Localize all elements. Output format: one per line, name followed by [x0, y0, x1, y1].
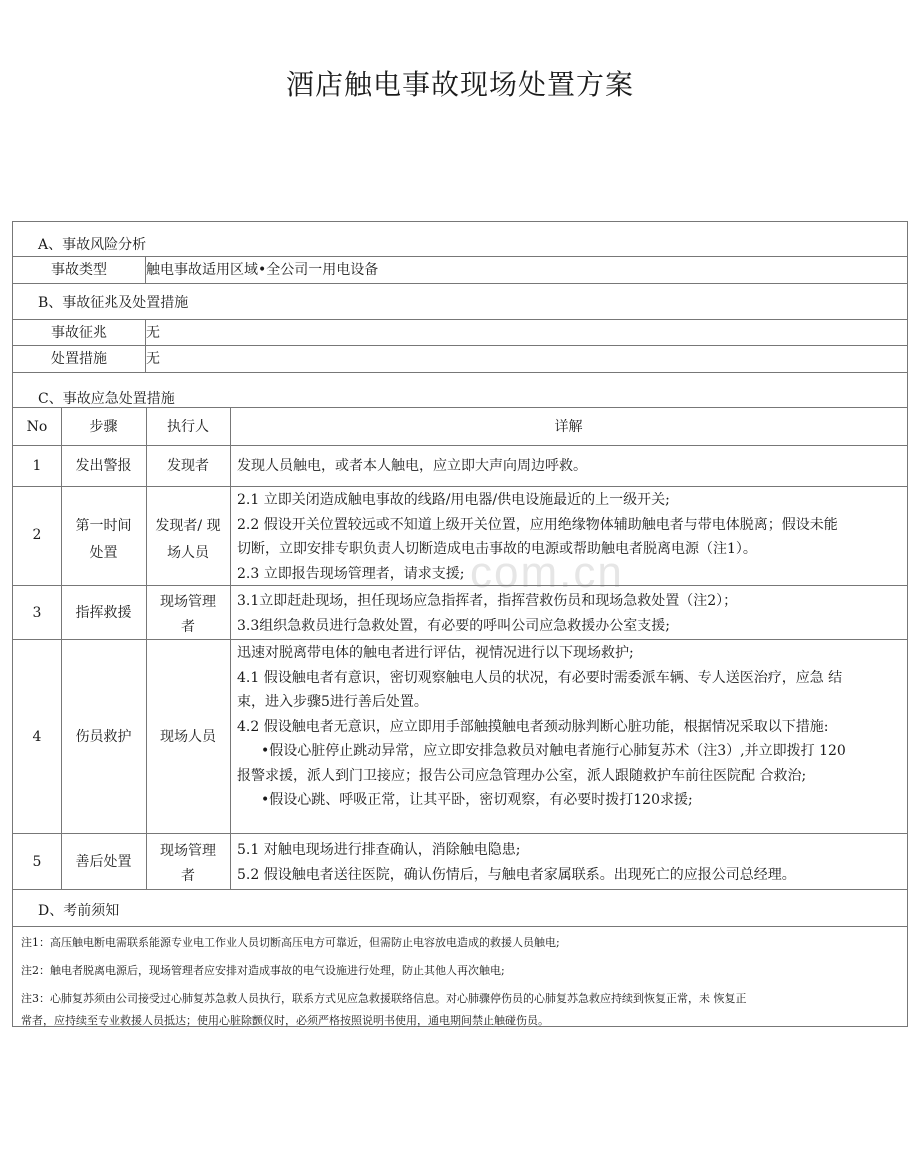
- step-executor-line: 者: [181, 868, 195, 884]
- disposal-measure-label: 处置措施: [51, 351, 107, 367]
- step-executor: [146, 590, 230, 640]
- step-number: 3: [32, 605, 42, 621]
- step-name: [61, 513, 146, 567]
- step-executor: [146, 513, 230, 567]
- step-name: 指挥救援: [75, 605, 132, 621]
- step-name: 善后处置: [75, 854, 132, 870]
- step-executor: 发现者: [167, 458, 209, 474]
- step-row: [13, 640, 907, 834]
- section-a-heading-row: [13, 222, 907, 257]
- section-a-heading: A、事故风险分析: [38, 237, 147, 253]
- column-divider: [230, 834, 231, 889]
- header-detail: 详解: [554, 419, 583, 435]
- section-c-heading-row: [13, 373, 907, 408]
- step-row: [13, 487, 907, 586]
- notes-list: [21, 932, 901, 1032]
- step-number: 5: [32, 854, 42, 870]
- step-row: [13, 834, 907, 890]
- column-divider: [230, 487, 231, 585]
- accident-type-row: [13, 257, 907, 284]
- section-d-heading-row: [13, 890, 907, 927]
- detail-line: 2.2 假设开关位置较远或不知道上级开关位置，应用绝缘物体辅助触电者与带电体脱离；假设未能: [237, 516, 838, 533]
- detail-line: 4.2 假设触电者无意识，应立即用手部触摸触电者颈动脉判断心脏功能，根据情况采取以下措施:: [237, 718, 829, 735]
- detail-line: 3.3组织急救员进行急救处置，有必要的呼叫公司应急救援办公室支援;: [237, 617, 670, 634]
- accident-sign-value: 无: [146, 325, 160, 341]
- step-number: 2: [32, 527, 42, 543]
- detail-line: 报警求援，派人到门卫接应；报告公司应急管理办公室，派人跟随救护车前往医院配 合救治;: [237, 767, 807, 784]
- detail-line: 切断，立即安排专职负责人切断造成电击事故的电源或帮助触电者脱离电源（注1）。: [237, 541, 757, 557]
- step-row: [13, 586, 907, 640]
- section-d-heading: D、考前须知: [38, 903, 120, 919]
- accident-type-value: 触电事故适用区域•全公司一用电设备: [146, 262, 379, 278]
- step-name: 伤员救护: [75, 729, 132, 745]
- step-name-line: 第一时间: [75, 518, 132, 534]
- detail-line: 发现人员触电，或者本人触电，应立即大声向周边呼救。: [237, 458, 587, 474]
- step-detail: [237, 454, 587, 479]
- detail-line: 2.3 立即报告现场管理者，请求支援;: [237, 565, 465, 582]
- step-executor-line: 现场管理: [160, 843, 216, 859]
- detail-line: •假设心脏停止跳动异常，应立即安排急救员对触电者施行心肺复苏术（注3）,并立即拨打 120: [261, 743, 846, 759]
- step-detail: [237, 589, 737, 638]
- detail-line: 迅速对脱离带电体的触电者进行评估，视情况进行以下现场救护;: [237, 645, 634, 661]
- document-title: 酒店触电事故现场处置方案: [285, 67, 634, 101]
- step-row: [13, 446, 907, 487]
- accident-sign-label: 事故征兆: [51, 325, 107, 341]
- steps-header-row: [13, 408, 907, 446]
- step-number: 1: [32, 458, 42, 474]
- step-number: 4: [32, 729, 42, 745]
- header-step: 步骤: [89, 419, 118, 435]
- accident-type-label: 事故类型: [51, 262, 107, 278]
- header-no: No: [26, 419, 48, 435]
- step-executor: 现场人员: [160, 729, 216, 745]
- note-line: 常者，应持续至专业救援人员抵达；使用心脏除颤仪时，必须严格按照说明书使用，通电期间禁止触碰伤员。: [21, 1014, 549, 1027]
- step-name-line: 处置: [89, 545, 118, 561]
- step-executor-line: 者: [181, 619, 195, 635]
- column-divider: [230, 586, 231, 639]
- step-executor: [146, 839, 230, 889]
- column-divider: [230, 446, 231, 486]
- step-detail: [237, 641, 846, 813]
- step-executor-line: 现场管理: [160, 594, 216, 610]
- detail-line: 5.2 假设触电者送往医院，确认伤情后，与触电者家属联系。出现死亡的应报公司总经理。: [237, 866, 796, 883]
- step-detail: [237, 838, 796, 887]
- column-divider: [230, 640, 231, 833]
- step-executor-line: 发现者/ 现: [155, 518, 221, 534]
- procedure-table: [12, 221, 908, 1027]
- accident-sign-row: [13, 319, 907, 346]
- step-detail: [237, 488, 838, 586]
- detail-line: 2.1 立即关闭造成触电事故的线路/用电器/供电设施最近的上一级开关;: [237, 492, 670, 508]
- section-c-heading: C、事故应急处置措施: [38, 391, 175, 407]
- section-b-heading: B、事故征兆及处置措施: [38, 295, 189, 311]
- detail-line: •假设心跳、呼吸正常，让其平卧，密切观察，有必要时拨打120求援;: [261, 792, 693, 808]
- note-line: 注3：心肺复苏须由公司接受过心肺复苏急救人员执行，联系方式见应急救援联络信息。对心肺骤停伤员的心肺复苏急救应持续到恢复正常，未 恢复正: [21, 992, 747, 1005]
- note-line: 注1：高压触电断电需联系能源专业电工作业人员切断高压电方可靠近，但需防止电容放电造成的救援人员触电;: [21, 936, 560, 949]
- watermark: com.cn: [470, 548, 624, 597]
- header-executor: 执行人: [167, 419, 209, 435]
- notes-area: [13, 927, 907, 1026]
- step-name: 发出警报: [75, 458, 132, 474]
- note-line: 注2：触电者脱离电源后，现场管理者应安排对造成事故的电气设施进行处理，防止其他人再次触电;: [21, 964, 505, 977]
- detail-line: 5.1 对触电现场进行排查确认，消除触电隐患;: [237, 842, 521, 858]
- disposal-measure-row: [13, 346, 907, 373]
- section-b-heading-row: [13, 284, 907, 319]
- disposal-measure-value: 无: [146, 351, 160, 367]
- detail-line: 4.1 假设触电者有意识，密切观察触电人员的状况，有必要时需委派车辆、专人送医治疗，应急 结: [237, 669, 843, 686]
- detail-line: 束，进入步骤5进行善后处置。: [237, 694, 428, 710]
- step-executor-line: 场人员: [167, 545, 209, 561]
- detail-line: 3.1立即赶赴现场，担任现场应急指挥者，指挥营救伤员和现场急救处置（注2）；: [237, 593, 738, 609]
